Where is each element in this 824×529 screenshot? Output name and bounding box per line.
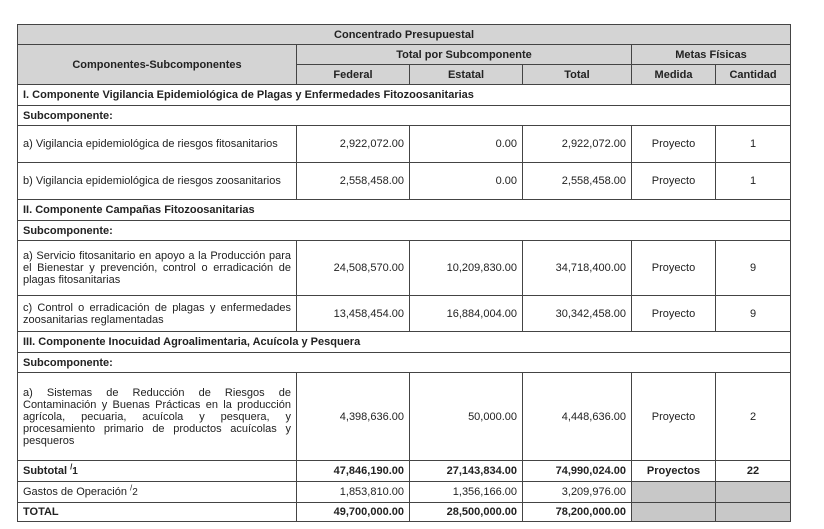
row-total: 2,558,458.00	[523, 163, 632, 200]
row-medida: Proyecto	[632, 241, 716, 296]
header-estatal: Estatal	[410, 65, 523, 85]
row-medida: Proyecto	[632, 163, 716, 200]
total-label: TOTAL	[18, 503, 297, 522]
empty-grey-cell	[632, 482, 716, 503]
subtotal-federal: 47,846,190.00	[297, 461, 410, 482]
row-federal: 13,458,454.00	[297, 296, 410, 332]
table-title: Concentrado Presupuestal	[18, 25, 791, 45]
subtotal-label-text: Subtotal	[23, 464, 67, 477]
row-federal: 2,558,458.00	[297, 163, 410, 200]
row-description: b) Vigilancia epidemiológica de riesgos zoosanitarios	[18, 163, 297, 200]
header-cantidad: Cantidad	[716, 65, 791, 85]
title-row	[18, 25, 791, 45]
subcomponent-label-row	[18, 106, 791, 126]
subtotal-estatal: 27,143,834.00	[410, 461, 523, 482]
row-total: 34,718,400.00	[523, 241, 632, 296]
table-row	[18, 126, 791, 163]
budget-table	[17, 24, 791, 522]
gastos-total: 3,209,976.00	[523, 482, 632, 503]
note-number: 2	[132, 486, 138, 498]
note-number: 1	[72, 465, 78, 477]
section-title: II. Componente Campañas Fitozoosanitarias	[18, 200, 791, 221]
header-total: Total	[523, 65, 632, 85]
note-marker: /	[70, 461, 73, 471]
table-row	[18, 163, 791, 200]
row-estatal: 0.00	[410, 163, 523, 200]
subtotal-cantidad: 22	[716, 461, 791, 482]
row-estatal: 50,000.00	[410, 373, 523, 461]
section-row	[18, 85, 791, 106]
row-estatal: 16,884,004.00	[410, 296, 523, 332]
row-cantidad: 2	[716, 373, 791, 461]
total-federal: 49,700,000.00	[297, 503, 410, 522]
gastos-label	[18, 482, 297, 503]
row-estatal: 10,209,830.00	[410, 241, 523, 296]
note-marker: /	[130, 482, 133, 492]
row-cantidad: 1	[716, 126, 791, 163]
subcomponent-label: Subcomponente:	[18, 353, 791, 373]
row-cantidad: 9	[716, 241, 791, 296]
empty-grey-cell	[716, 503, 791, 522]
subtotal-row	[18, 461, 791, 482]
total-total: 78,200,000.00	[523, 503, 632, 522]
section-title: III. Componente Inocuidad Agroalimentaria, Acuícola y Pesquera	[18, 332, 791, 353]
row-federal: 2,922,072.00	[297, 126, 410, 163]
table-row	[18, 296, 791, 332]
row-description: a) Vigilancia epidemiológica de riesgos fitosanitarios	[18, 126, 297, 163]
row-description: a) Sistemas de Reducción de Riesgos de Contaminación y Buenas Prácticas en la producción agrícola, pecuaria, acuícola y pesquera, y procesamiento primario de productos acuícolas y pesqueros	[18, 373, 297, 461]
gastos-label-text: Gastos de Operación	[23, 485, 127, 498]
row-federal: 4,398,636.00	[297, 373, 410, 461]
subcomponent-label: Subcomponente:	[18, 221, 791, 241]
section-title: I. Componente Vigilancia Epidemiológica de Plagas y Enfermedades Fitozoosanitarias	[18, 85, 791, 106]
gastos-row	[18, 482, 791, 503]
header-metas: Metas Físicas	[632, 45, 791, 65]
row-description: a) Servicio fitosanitario en apoyo a la Producción para el Bienestar y prevención, control o erradicación de plagas fitosanitarias	[18, 241, 297, 296]
header-federal: Federal	[297, 65, 410, 85]
total-estatal: 28,500,000.00	[410, 503, 523, 522]
empty-grey-cell	[716, 482, 791, 503]
row-medida: Proyecto	[632, 373, 716, 461]
row-estatal: 0.00	[410, 126, 523, 163]
header-row-1	[18, 45, 791, 65]
row-federal: 24,508,570.00	[297, 241, 410, 296]
row-cantidad: 1	[716, 163, 791, 200]
total-row	[18, 503, 791, 522]
header-componentes: Componentes-Subcomponentes	[18, 45, 297, 85]
row-description: c) Control o erradicación de plagas y enfermedades zoosanitarias reglamentadas	[18, 296, 297, 332]
row-medida: Proyecto	[632, 126, 716, 163]
empty-grey-cell	[632, 503, 716, 522]
section-row	[18, 332, 791, 353]
row-total: 30,342,458.00	[523, 296, 632, 332]
subtotal-label	[18, 461, 297, 482]
row-cantidad: 9	[716, 296, 791, 332]
row-total: 4,448,636.00	[523, 373, 632, 461]
gastos-federal: 1,853,810.00	[297, 482, 410, 503]
subtotal-medida: Proyectos	[632, 461, 716, 482]
row-total: 2,922,072.00	[523, 126, 632, 163]
subcomponent-label: Subcomponente:	[18, 106, 791, 126]
header-medida: Medida	[632, 65, 716, 85]
subtotal-total: 74,990,024.00	[523, 461, 632, 482]
section-row	[18, 200, 791, 221]
row-medida: Proyecto	[632, 296, 716, 332]
gastos-estatal: 1,356,166.00	[410, 482, 523, 503]
table-row	[18, 373, 791, 461]
table-row	[18, 241, 791, 296]
header-total-por-sub: Total por Subcomponente	[297, 45, 632, 65]
subcomponent-label-row	[18, 353, 791, 373]
subcomponent-label-row	[18, 221, 791, 241]
